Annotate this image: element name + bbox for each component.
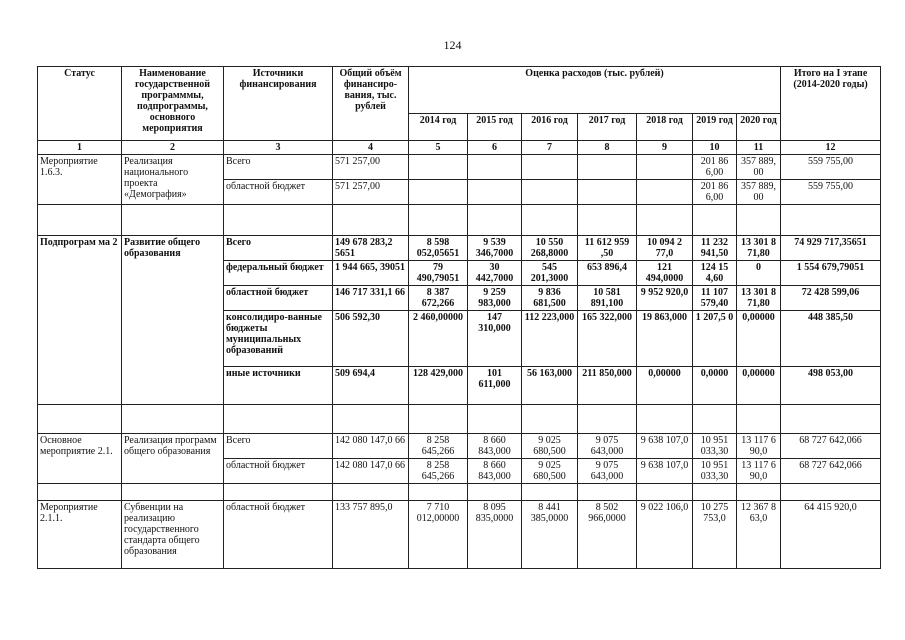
empty-cell (409, 205, 468, 236)
header-estimate: Оценка расходов (тыс. рублей) (409, 67, 781, 114)
table-row (38, 501, 881, 569)
year-value-cell: 13 301 8 71,80 (737, 236, 781, 261)
empty-cell (693, 484, 737, 501)
source-cell: Всего (224, 236, 333, 261)
empty-cell (38, 484, 122, 501)
year-value-cell (409, 180, 468, 205)
year-value-cell: 13 117 6 90,0 (737, 434, 781, 459)
source-cell: областной бюджет (224, 180, 333, 205)
year-value-cell: 7 710 012,00000 (409, 501, 468, 569)
column-index-row (38, 141, 881, 155)
itogo-cell: 68 727 642,066 (781, 434, 881, 459)
header-year: 2019 год (693, 114, 737, 141)
year-value-cell: 8 660 843,000 (468, 459, 522, 484)
year-value-cell (522, 180, 578, 205)
block-gap-row (38, 405, 881, 434)
year-value-cell (468, 180, 522, 205)
year-value-cell: 124 15 4,60 (693, 261, 737, 286)
header-year: 2020 год (737, 114, 781, 141)
empty-cell (693, 405, 737, 434)
year-value-cell: 201 86 6,00 (693, 180, 737, 205)
source-cell: Всего (224, 434, 333, 459)
year-value-cell: 30 442,7000 (468, 261, 522, 286)
year-value-cell: 9 259 983,000 (468, 286, 522, 311)
column-index-cell: 9 (637, 141, 693, 155)
year-value-cell: 9 025 680,500 (522, 434, 578, 459)
year-value-cell: 9 952 920,0 (637, 286, 693, 311)
year-value-cell: 8 258 645,266 (409, 459, 468, 484)
year-value-cell: 121 494,0000 (637, 261, 693, 286)
total-cell: 142 080 147,0 66 (333, 459, 409, 484)
year-value-cell (637, 180, 693, 205)
column-index-cell: 2 (122, 141, 224, 155)
name-cell: Реализация программ общего образования (122, 434, 224, 484)
column-index-cell: 4 (333, 141, 409, 155)
year-value-cell: 128 429,000 (409, 367, 468, 405)
year-value-cell: 147 310,000 (468, 311, 522, 367)
year-value-cell: 0,0000 (693, 367, 737, 405)
itogo-cell: 498 053,00 (781, 367, 881, 405)
year-value-cell: 10 275 753,0 (693, 501, 737, 569)
status-cell: Подпрограм ма 2 (38, 236, 122, 405)
year-value-cell: 9 638 107,0 (637, 434, 693, 459)
year-value-cell (578, 180, 637, 205)
year-value-cell: 13 117 6 90,0 (737, 459, 781, 484)
header-year: 2015 год (468, 114, 522, 141)
year-value-cell: 10 581 891,100 (578, 286, 637, 311)
header-total: Общий объём финансиро-вания, тыс. рублей (333, 67, 409, 141)
empty-cell (224, 405, 333, 434)
empty-cell (333, 484, 409, 501)
column-index-cell: 7 (522, 141, 578, 155)
year-value-cell: 11 232 941,50 (693, 236, 737, 261)
empty-cell (781, 405, 881, 434)
total-cell: 149 678 283,2 5651 (333, 236, 409, 261)
empty-cell (122, 205, 224, 236)
empty-cell (38, 205, 122, 236)
empty-cell (468, 405, 522, 434)
table-row (38, 155, 881, 180)
name-cell: Развитие общего образования (122, 236, 224, 405)
year-value-cell: 2 460,00000 (409, 311, 468, 367)
year-value-cell: 11 107 579,40 (693, 286, 737, 311)
year-value-cell: 9 075 643,000 (578, 434, 637, 459)
year-value-cell: 357 889, 00 (737, 180, 781, 205)
itogo-cell: 72 428 599,06 (781, 286, 881, 311)
itogo-cell: 68 727 642,066 (781, 459, 881, 484)
empty-cell (522, 405, 578, 434)
empty-cell (409, 484, 468, 501)
empty-cell (122, 405, 224, 434)
empty-cell (693, 205, 737, 236)
column-index-cell: 12 (781, 141, 881, 155)
itogo-cell: 559 755,00 (781, 180, 881, 205)
year-value-cell: 9 025 680,500 (522, 459, 578, 484)
empty-cell (333, 405, 409, 434)
empty-cell (781, 205, 881, 236)
year-value-cell: 112 223,000 (522, 311, 578, 367)
empty-cell (737, 405, 781, 434)
empty-cell (333, 205, 409, 236)
table-row (38, 236, 881, 261)
year-value-cell (409, 155, 468, 180)
name-cell: Реализация национального проекта «Демография» (122, 155, 224, 205)
year-value-cell: 10 550 268,8000 (522, 236, 578, 261)
total-cell: 142 080 147,0 66 (333, 434, 409, 459)
source-cell: иные источники (224, 367, 333, 405)
total-cell: 146 717 331,1 66 (333, 286, 409, 311)
year-value-cell: 8 258 645,266 (409, 434, 468, 459)
column-index-cell: 5 (409, 141, 468, 155)
header-name: Наименование государственной программмы, подпрограммы, основного мероприятия (122, 67, 224, 141)
year-value-cell: 653 896,4 (578, 261, 637, 286)
source-cell: областной бюджет (224, 286, 333, 311)
year-value-cell: 8 441 385,0000 (522, 501, 578, 569)
header-year: 2018 год (637, 114, 693, 141)
empty-cell (578, 484, 637, 501)
year-value-cell: 9 638 107,0 (637, 459, 693, 484)
empty-cell (637, 205, 693, 236)
empty-cell (637, 405, 693, 434)
year-value-cell: 545 201,3000 (522, 261, 578, 286)
total-cell: 509 694,4 (333, 367, 409, 405)
total-cell: 571 257,00 (333, 155, 409, 180)
empty-cell (468, 205, 522, 236)
year-value-cell: 101 611,000 (468, 367, 522, 405)
empty-cell (522, 484, 578, 501)
total-cell: 571 257,00 (333, 180, 409, 205)
column-index-cell: 10 (693, 141, 737, 155)
empty-cell (578, 405, 637, 434)
year-value-cell: 8 387 672,266 (409, 286, 468, 311)
empty-cell (737, 484, 781, 501)
year-value-cell: 10 094 2 77,0 (637, 236, 693, 261)
table-body (38, 155, 881, 569)
empty-cell (409, 405, 468, 434)
year-value-cell (468, 155, 522, 180)
year-value-cell: 211 850,000 (578, 367, 637, 405)
source-cell: федеральный бюджет (224, 261, 333, 286)
total-cell: 133 757 895,0 (333, 501, 409, 569)
year-value-cell: 8 095 835,0000 (468, 501, 522, 569)
year-value-cell: 0 (737, 261, 781, 286)
header-source: Источники финансирования (224, 67, 333, 141)
year-value-cell: 19 863,000 (637, 311, 693, 367)
year-value-cell: 0,00000 (737, 367, 781, 405)
source-cell: консолидиро-ванные бюджеты муниципальных образований (224, 311, 333, 367)
column-index-cell: 6 (468, 141, 522, 155)
source-cell: областной бюджет (224, 501, 333, 569)
source-cell: Всего (224, 155, 333, 180)
year-value-cell: 0,00000 (737, 311, 781, 367)
year-value-cell: 10 951 033,30 (693, 434, 737, 459)
empty-cell (522, 205, 578, 236)
status-cell: Мероприятие 1.6.3. (38, 155, 122, 205)
year-value-cell: 10 951 033,30 (693, 459, 737, 484)
table-row (38, 434, 881, 459)
year-value-cell: 56 163,000 (522, 367, 578, 405)
year-value-cell (522, 155, 578, 180)
header-itogo: Итого на I этапе (2014-2020 годы) (781, 67, 881, 141)
year-value-cell (637, 155, 693, 180)
name-cell: Субвенции на реализацию государственного стандарта общего образования (122, 501, 224, 569)
itogo-cell: 74 929 717,35651 (781, 236, 881, 261)
block-gap-row (38, 205, 881, 236)
year-value-cell: 8 502 966,0000 (578, 501, 637, 569)
empty-cell (737, 205, 781, 236)
total-cell: 1 944 665, 39051 (333, 261, 409, 286)
header-status: Статус (38, 67, 122, 141)
year-value-cell: 79 490,79051 (409, 261, 468, 286)
year-value-cell: 12 367 8 63,0 (737, 501, 781, 569)
total-cell: 506 592,30 (333, 311, 409, 367)
empty-cell (781, 484, 881, 501)
empty-cell (637, 484, 693, 501)
itogo-cell: 1 554 679,79051 (781, 261, 881, 286)
year-value-cell: 9 075 643,000 (578, 459, 637, 484)
column-index-cell: 3 (224, 141, 333, 155)
year-value-cell: 9 022 106,0 (637, 501, 693, 569)
header-year: 2014 год (409, 114, 468, 141)
year-value-cell: 9 539 346,7000 (468, 236, 522, 261)
itogo-cell: 64 415 920,0 (781, 501, 881, 569)
empty-cell (122, 484, 224, 501)
column-index-cell: 11 (737, 141, 781, 155)
empty-cell (578, 205, 637, 236)
header-year: 2017 год (578, 114, 637, 141)
year-value-cell: 8 598 052,05651 (409, 236, 468, 261)
empty-cell (224, 205, 333, 236)
page-number: 124 (443, 38, 462, 52)
header-year: 2016 год (522, 114, 578, 141)
empty-cell (224, 484, 333, 501)
empty-cell (468, 484, 522, 501)
block-gap-row (38, 484, 881, 501)
year-value-cell: 1 207,5 0 (693, 311, 737, 367)
status-cell: Мероприятие 2.1.1. (38, 501, 122, 569)
year-value-cell: 9 836 681,500 (522, 286, 578, 311)
year-value-cell: 8 660 843,000 (468, 434, 522, 459)
budget-table (37, 66, 881, 569)
year-value-cell: 165 322,000 (578, 311, 637, 367)
year-value-cell: 357 889, 00 (737, 155, 781, 180)
year-value-cell: 11 612 959 ,50 (578, 236, 637, 261)
year-value-cell (578, 155, 637, 180)
source-cell: областной бюджет (224, 459, 333, 484)
empty-cell (38, 405, 122, 434)
year-value-cell: 13 301 8 71,80 (737, 286, 781, 311)
column-index-cell: 1 (38, 141, 122, 155)
status-cell: Основное мероприятие 2.1. (38, 434, 122, 484)
year-value-cell: 0,00000 (637, 367, 693, 405)
itogo-cell: 559 755,00 (781, 155, 881, 180)
itogo-cell: 448 385,50 (781, 311, 881, 367)
column-index-cell: 8 (578, 141, 637, 155)
year-value-cell: 201 86 6,00 (693, 155, 737, 180)
